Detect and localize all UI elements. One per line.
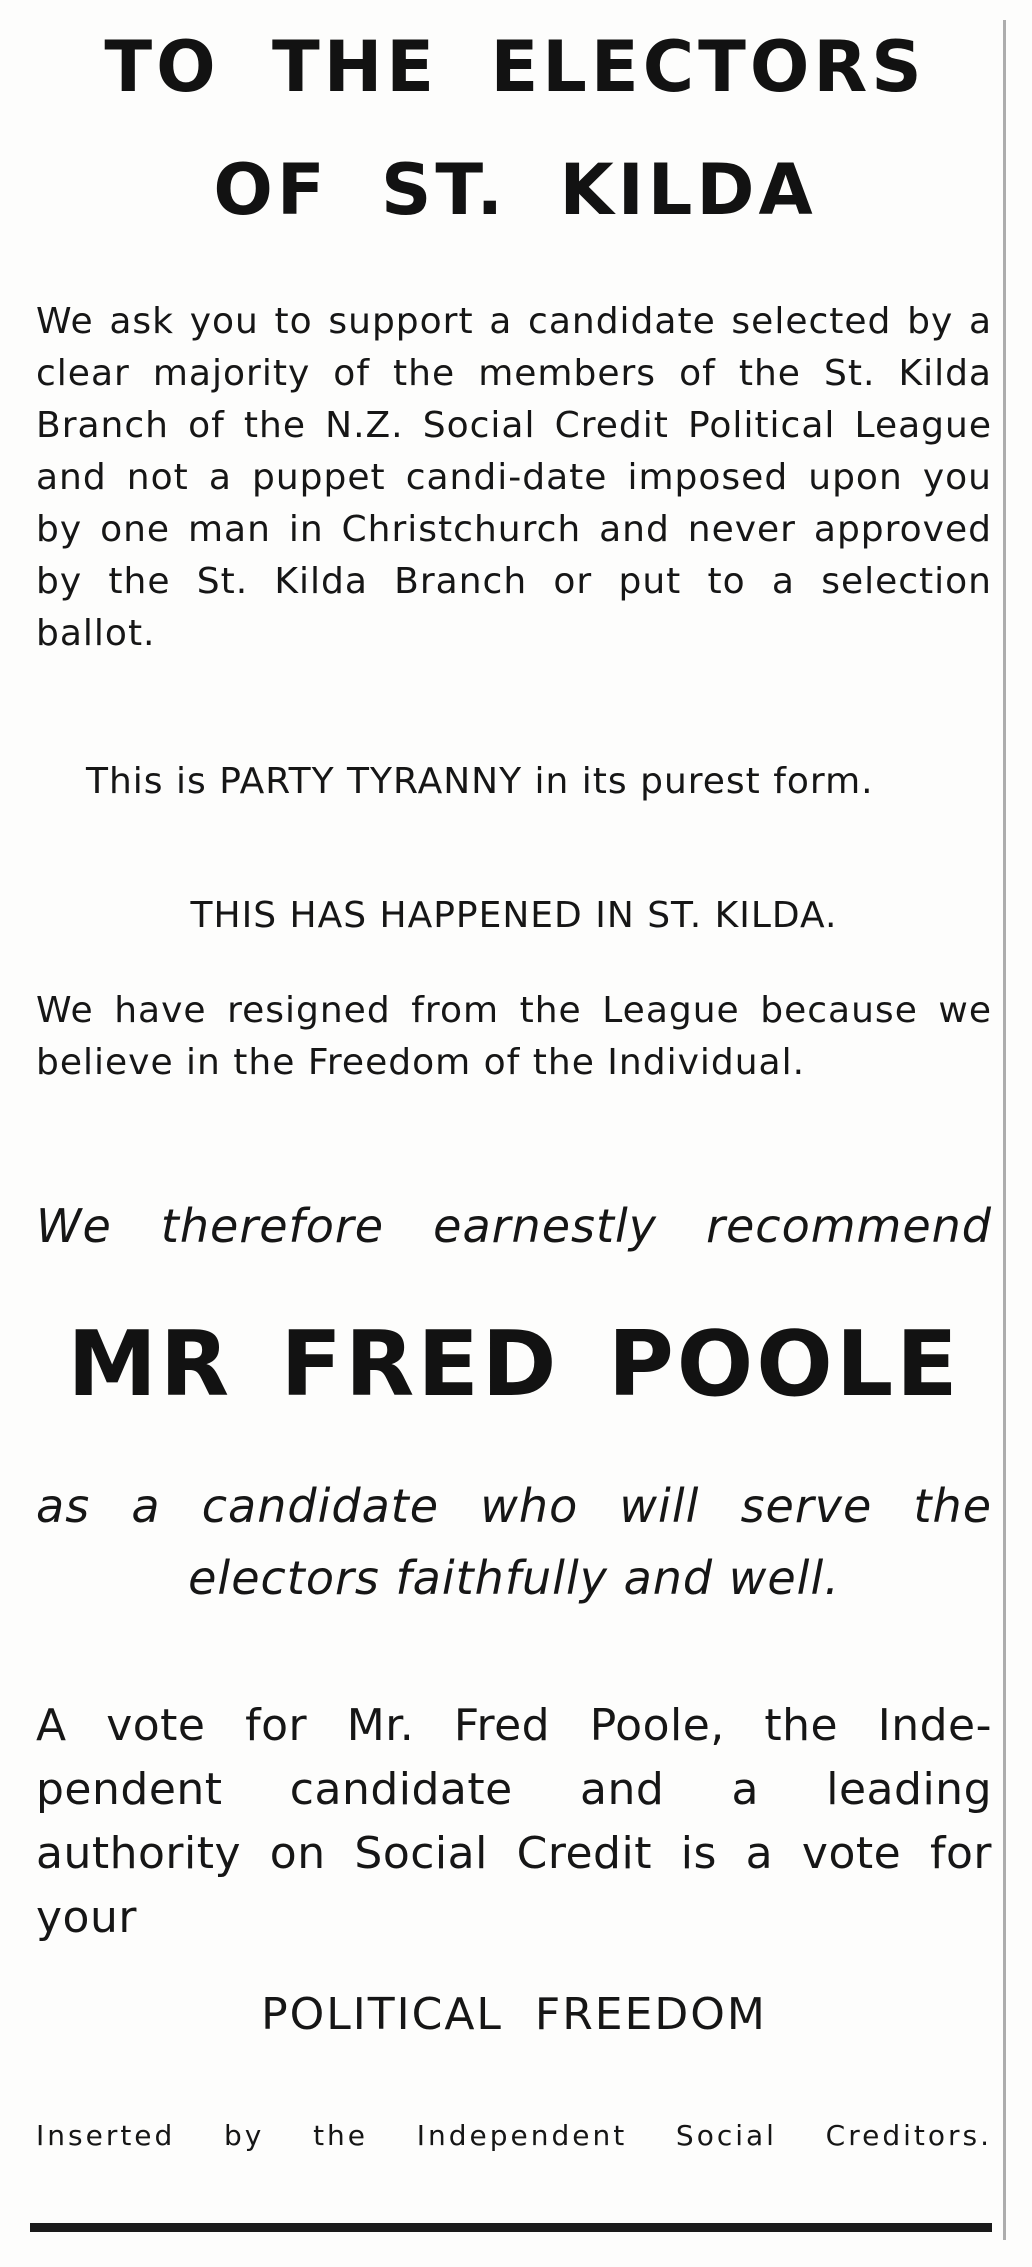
paragraph-vote-for-fred-poole: A vote for Mr. Fred Poole, the Inde-pendent candidate and a leading authority on Social Credit is a vote for your <box>36 1700 992 1943</box>
serve-line-2: electors faithfully and well. <box>188 1551 840 1605</box>
closing-slogan: POLITICAL FREEDOM <box>261 1989 767 2040</box>
inserted-by-note: Inserted by the Independent Social Creditors. <box>36 2119 992 2152</box>
paragraph-happened-in-st-kilda: THIS HAS HAPPENED IN ST. KILDA. <box>190 895 838 936</box>
headline-line-2: OF ST. KILDA <box>213 149 817 231</box>
paragraph-support-candidate: We ask you to support a candidate selected by a clear majority of the members of the St. Kilda Branch of the N.Z. Social Credit Political League and not a puppet candi-date imposed upon you by one man in Christchurch and never approved by the St. Kilda Branch or put to a selection ballot. <box>36 301 992 654</box>
paragraph-resigned-from-league: We have resigned from the League because we believe in the Freedom of the Individual. <box>36 990 992 1083</box>
headline-line-1: TO THE ELECTORS <box>104 26 926 108</box>
serve-line-1: as a candidate who will serve the <box>36 1479 992 1533</box>
bottom-rule <box>30 2223 992 2232</box>
right-column-rule <box>1003 20 1006 2240</box>
candidate-name: MR FRED POOLE <box>67 1312 961 1417</box>
paragraph-party-tyranny: This is PARTY TYRANNY in its purest form. <box>86 761 874 802</box>
recommend-line: We therefore earnestly recommend <box>36 1199 992 1253</box>
